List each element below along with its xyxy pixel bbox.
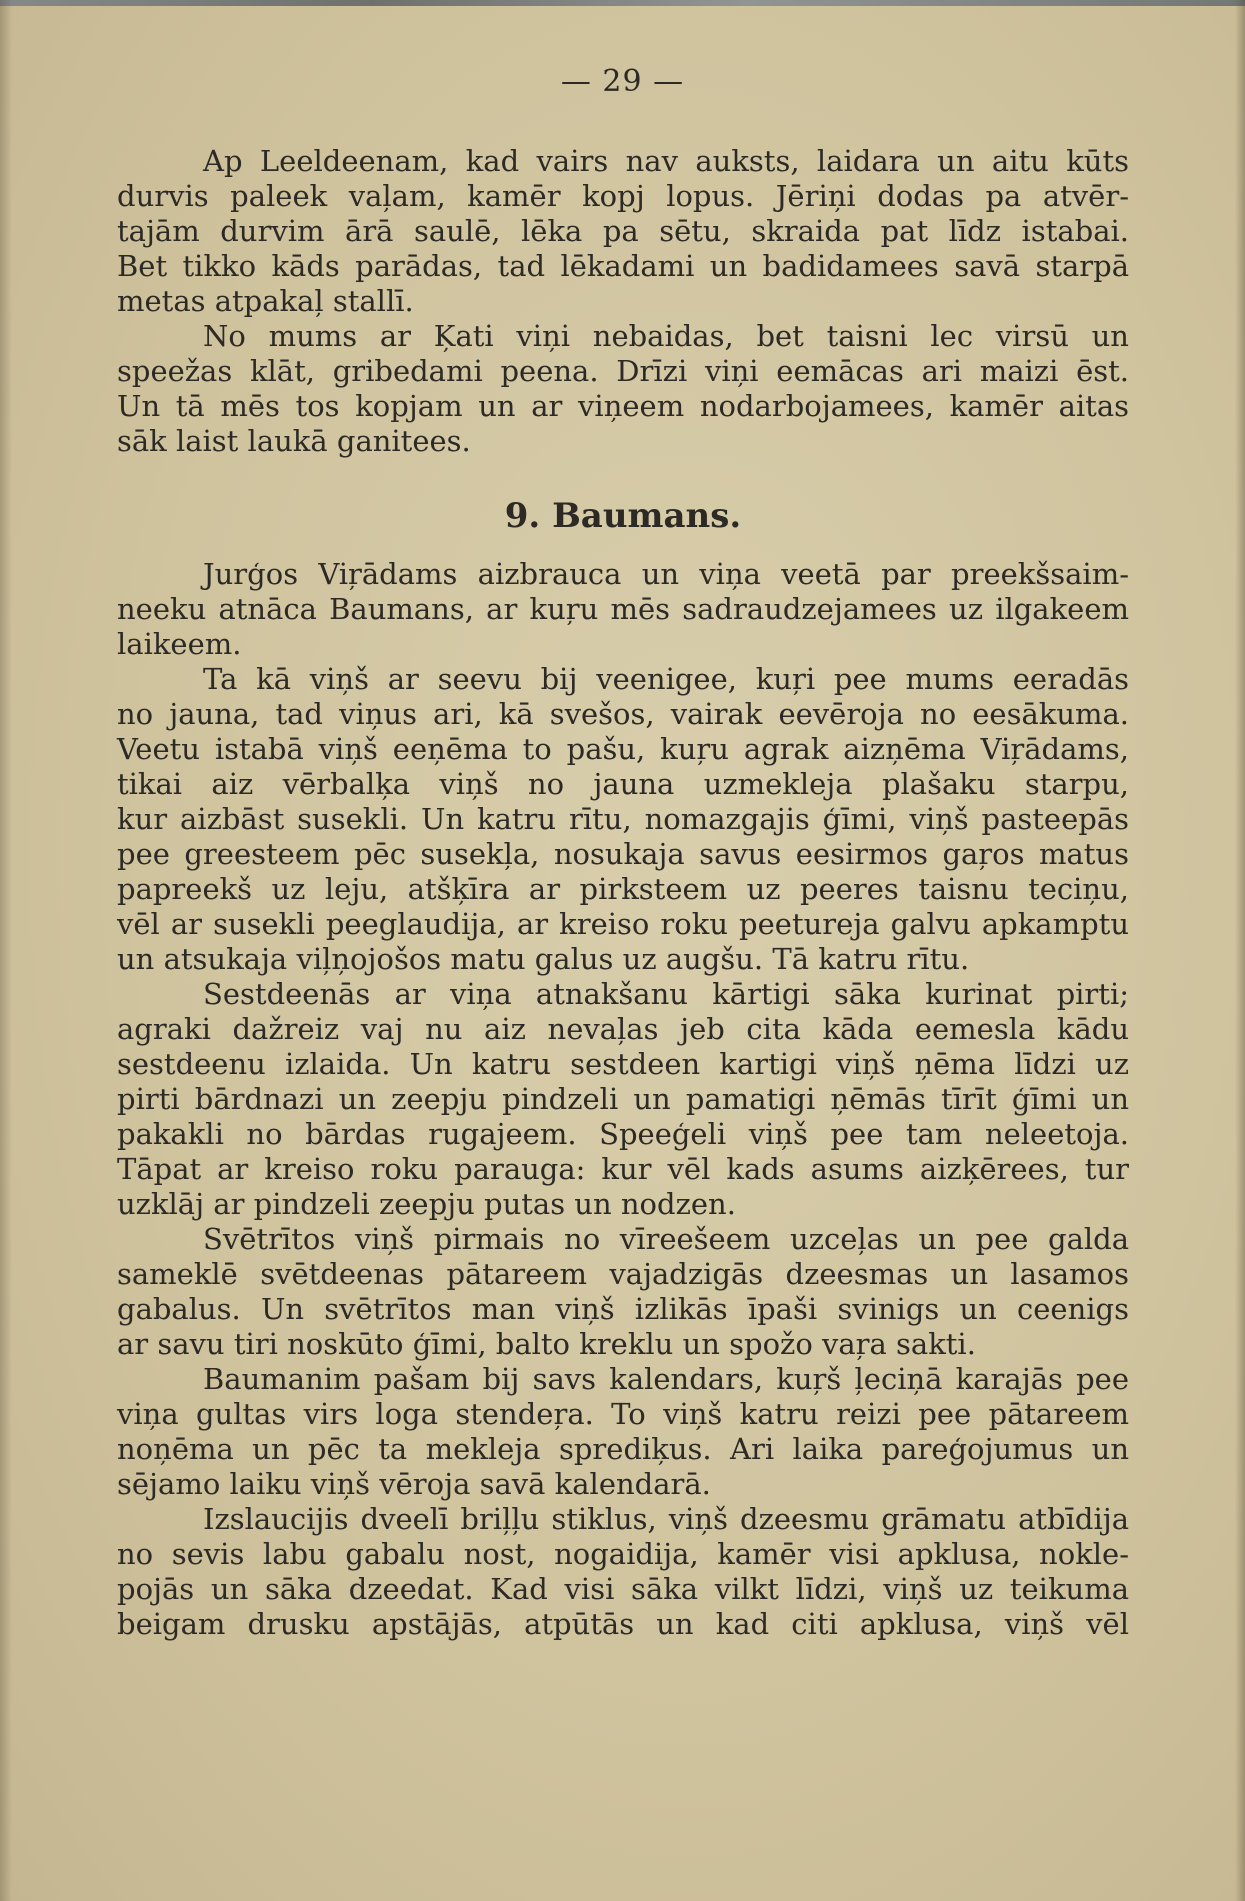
text-line: durvis paleek vaļam, kamēr kopj lopus. Jēriņi dodas pa atvēr- (117, 179, 1129, 213)
text-line: Ta kā viņš ar seevu bij veenigee, kuŗi pee mums eeradās (203, 662, 1129, 696)
paragraph (117, 1362, 1129, 1502)
page-number: — 29 — (560, 64, 685, 99)
chapter-heading: 9. Baumans. (504, 496, 742, 536)
text-line: Svētrītos viņš pirmais no vīreešeem uzceļas un pee galda (203, 1222, 1129, 1256)
paragraph (117, 1222, 1129, 1362)
text-line: kur aizbāst susekli. Un katru rītu, nomazgajis ģīmi, viņš pasteepās (117, 802, 1129, 836)
paragraph (117, 1502, 1129, 1642)
chapter-heading-block (117, 459, 1129, 557)
text-line: gabalus. Un svētrītos man viņš izlikās īpaši svinigs un ceenigs (117, 1292, 1129, 1326)
paragraph (117, 662, 1129, 977)
paragraph (117, 319, 1129, 459)
text-line: neeku atnāca Baumans, ar kuŗu mēs sadraudzejamees uz ilgakeem (117, 592, 1129, 626)
page-right-shadow (1235, 0, 1245, 1901)
text-line: no jauna, tad viņus ari, kā svešos, vairak eevēroja no eesākuma. (117, 697, 1129, 731)
text-line: Sestdeenās ar viņa atnakšanu kārtigi sāka kurinat pirti; (203, 977, 1129, 1011)
text-line: noņēma un pēc ta mekleja sprediķus. Ari laika pareģojumus un (117, 1432, 1129, 1466)
text-line: metas atpakaļ stallī. (117, 284, 414, 318)
text-line: pakakli no bārdas rugajeem. Speeģeli viņš pee tam neleetoja. (117, 1117, 1129, 1151)
text-line: laikeem. (117, 627, 242, 661)
text-line: Bet tikko kāds parādas, tad lēkadami un badidamees savā starpā (117, 249, 1129, 283)
text-line: uzklāj ar pindzeli zeepju putas un nodzen. (117, 1187, 736, 1221)
text-line: vēl ar susekli peeglaudija, ar kreiso roku peetureja galvu apkamptu (117, 907, 1129, 941)
paragraph (117, 557, 1129, 662)
text-line: agraki dažreiz vaj nu aiz nevaļas jeb cita kāda eemesla kādu (117, 1012, 1129, 1046)
text-line: viņa gultas virs loga stendeŗa. To viņš katru reizi pee pātareem (117, 1397, 1129, 1431)
text-line: sameklē svētdeenas pātareem vajadzigās dzeesmas un lasamos (117, 1257, 1129, 1291)
text-line: Baumanim pašam bij savs kalendars, kuŗš ļeciņā karajās pee (203, 1362, 1129, 1396)
page-left-shadow (0, 0, 12, 1901)
body-text (117, 144, 1129, 1642)
paragraph (117, 977, 1129, 1222)
text-line: pee greesteem pēc susekļa, nosukaja savus eesirmos gaŗos matus (117, 837, 1129, 871)
text-line: Tāpat ar kreiso roku parauga: kur vēl kads asums aizķērees, tur (117, 1152, 1129, 1186)
text-line: ar savu tiri noskūto ģīmi, balto kreklu un spožo vaŗa sakti. (117, 1327, 976, 1361)
text-line: no sevis labu gabalu nost, nogaidija, kamēr visi apklusa, nokle- (117, 1537, 1129, 1571)
paragraph (117, 144, 1129, 319)
text-line: beigam drusku apstājās, atpūtās un kad citi apklusa, viņš vēl (117, 1607, 1129, 1641)
text-line: pojās un sāka dzeedat. Kad visi sāka vilkt līdzi, viņš uz teikuma (117, 1572, 1129, 1606)
text-line: Jurģos Viŗādams aizbrauca un viņa veetā par preekšsaim- (203, 557, 1129, 591)
text-line: No mums ar Ķati viņi nebaidas, bet taisni lec virsū un (203, 319, 1129, 353)
text-line: tikai aiz vērbalķa viņš no jauna uzmekleja plašaku starpu, (117, 767, 1129, 801)
text-line: sējamo laiku viņš vēroja savā kalendarā. (117, 1467, 711, 1501)
text-line: pirti bārdnazi un zeepju pindzeli un pamatigi ņēmās tīrīt ģīmi un (117, 1082, 1129, 1116)
text-line: Un tā mēs tos kopjam un ar viņeem nodarbojamees, kamēr aitas (117, 389, 1129, 423)
text-line: un atsukaja viļņojošos matu galus uz augšu. Tā katru rītu. (117, 942, 970, 976)
text-line: Izslaucijis dveelī briļļu stiklus, viņš dzeesmu grāmatu atbīdija (203, 1502, 1129, 1536)
scan-top-edge (0, 0, 1245, 6)
text-line: sāk laist laukā ganitees. (117, 424, 471, 458)
text-line: papreekš uz leju, atšķīra ar pirksteem uz peeres taisnu teciņu, (117, 872, 1129, 906)
text-line: Veetu istabā viņš eeņēma to pašu, kuŗu agrak aizņēma Viŗādams, (117, 732, 1129, 766)
text-line: tajām durvim ārā saulē, lēka pa sētu, skraida pat līdz istabai. (117, 214, 1129, 248)
text-line: sestdeenu izlaida. Un katru sestdeen kartigi viņš ņēma līdzi uz (117, 1047, 1129, 1081)
text-line: speežas klāt, gribedami peena. Drīzi viņi eemācas ari maizi ēst. (117, 354, 1129, 388)
text-line: Ap Leeldeenam, kad vairs nav auksts, laidara un aitu kūts (203, 144, 1129, 178)
